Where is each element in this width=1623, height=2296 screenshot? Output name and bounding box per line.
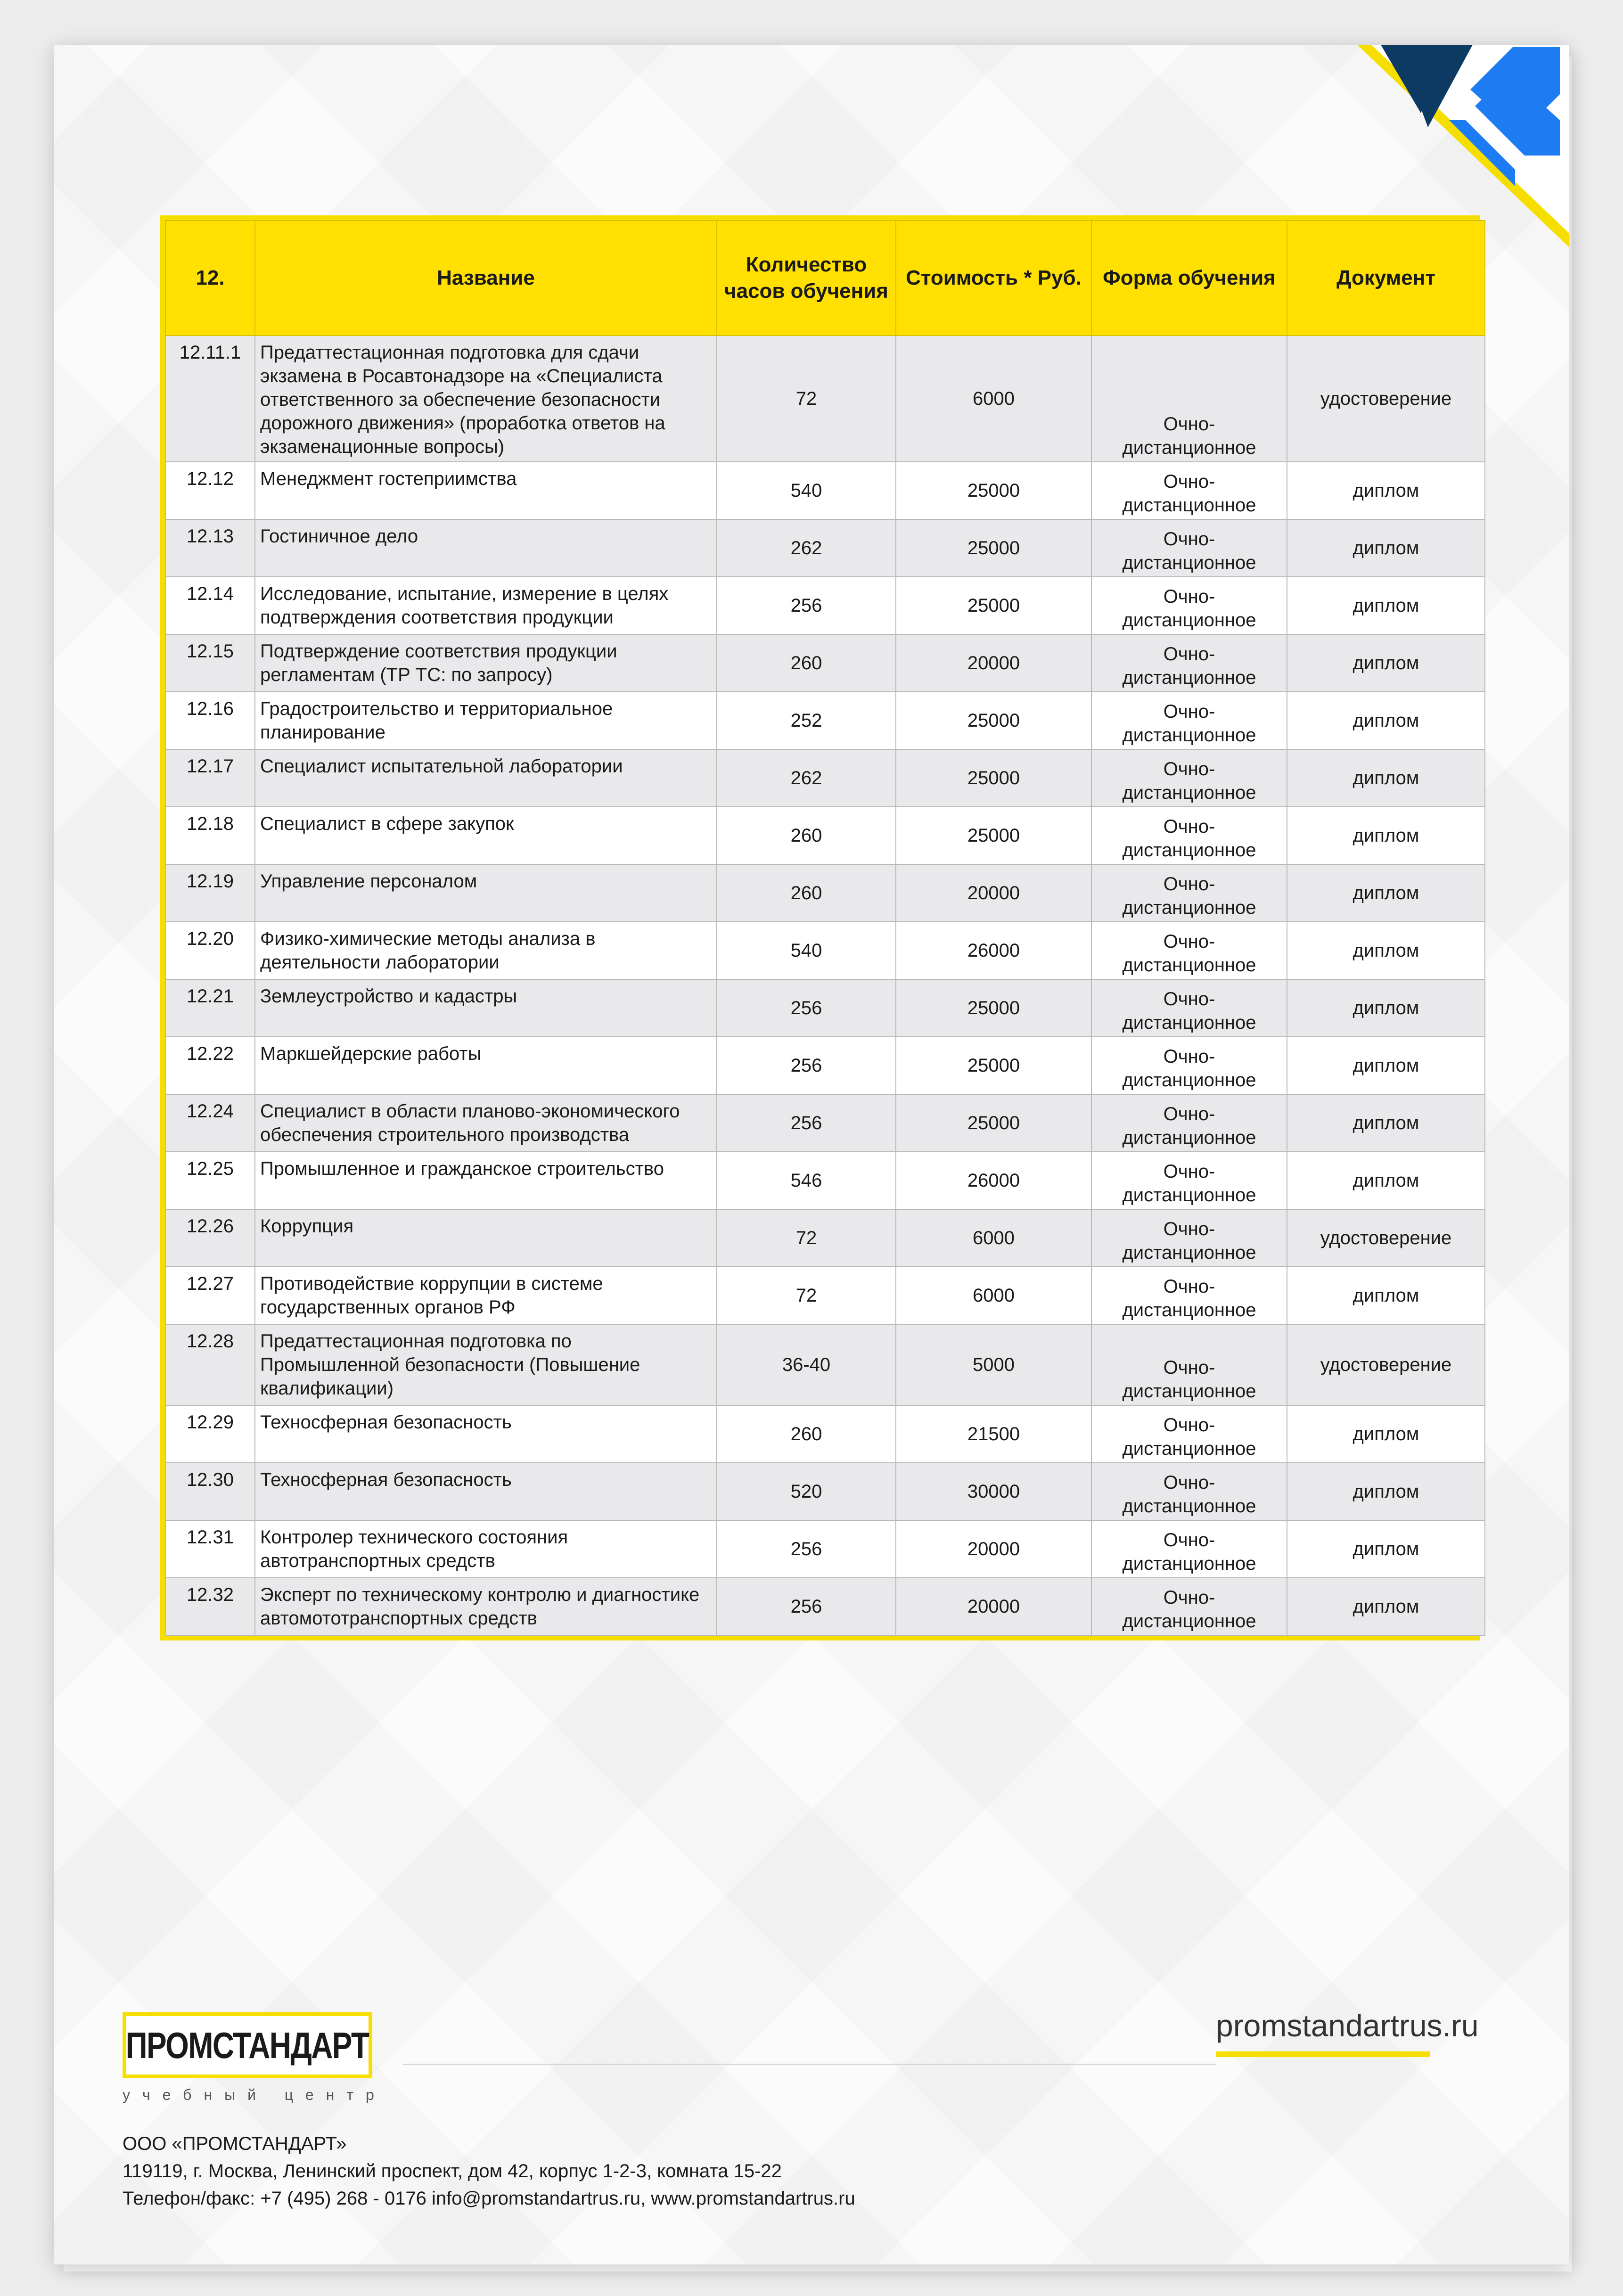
company-info [123, 2130, 855, 2212]
column-header: Название [255, 221, 717, 336]
study-form-cell: Очно-дистанционное [1091, 1037, 1287, 1094]
table-row [165, 634, 1485, 692]
table-row [165, 1578, 1485, 1635]
hours-cell: 260 [717, 807, 896, 864]
column-header: Количество часов обучения [717, 221, 896, 336]
table-row [165, 807, 1485, 864]
row-number: 12.28 [165, 1324, 255, 1405]
company-contacts: Телефон/факс: +7 (495) 268 - 0176 info@promstandartrus.ru, www.promstandartrus.ru [123, 2188, 855, 2209]
company-address: 119119, г. Москва, Ленинский проспект, дом 42, корпус 1-2-3, комната 15-22 [123, 2161, 782, 2181]
table-row [165, 1267, 1485, 1324]
table-row [165, 1094, 1485, 1152]
table-header-row [165, 221, 1485, 336]
study-form-cell: Очно-дистанционное [1091, 1520, 1287, 1578]
course-name: Предаттестационная подготовка по Промышленной безопасности (Повышение квалификации) [255, 1324, 717, 1405]
document-cell: диплом [1287, 577, 1485, 634]
table-row [165, 1324, 1485, 1405]
row-number: 12.12 [165, 462, 255, 519]
hours-cell: 256 [717, 1578, 896, 1635]
cost-cell: 26000 [896, 1152, 1091, 1209]
document-cell: диплом [1287, 1463, 1485, 1520]
course-name: Специалист в сфере закупок [255, 807, 717, 864]
row-number: 12.20 [165, 922, 255, 979]
study-form-cell: Очно-дистанционное [1091, 1324, 1287, 1405]
document-cell: диплом [1287, 634, 1485, 692]
course-name: Противодействие коррупции в системе государственных органов РФ [255, 1267, 717, 1324]
course-name: Специалист в области планово-экономического обеспечения строительного производства [255, 1094, 717, 1152]
table-row [165, 1209, 1485, 1267]
table-row [165, 979, 1485, 1037]
row-number: 12.27 [165, 1267, 255, 1324]
table-row [165, 1520, 1485, 1578]
table-row [165, 1405, 1485, 1463]
hours-cell: 260 [717, 864, 896, 922]
course-name: Градостроительство и территориальное планирование [255, 692, 717, 749]
cost-cell: 25000 [896, 1037, 1091, 1094]
course-name: Предаттестационная подготовка для сдачи экзамена в Росавтонадзоре на «Специалиста ответственного за обеспечение безопасности дорожного движения» (проработка ответов на экзаменационные вопросы) [255, 336, 717, 462]
cost-cell: 5000 [896, 1324, 1091, 1405]
course-name: Землеустройство и кадастры [255, 979, 717, 1037]
row-number: 12.19 [165, 864, 255, 922]
row-number: 12.21 [165, 979, 255, 1037]
document-cell: удостоверение [1287, 336, 1485, 462]
company-name: ООО «ПРОМСТАНДАРТ» [123, 2133, 347, 2154]
cost-cell: 6000 [896, 336, 1091, 462]
row-number: 12.31 [165, 1520, 255, 1578]
row-number: 12.14 [165, 577, 255, 634]
cost-cell: 25000 [896, 979, 1091, 1037]
study-form-cell: Очно-дистанционное [1091, 807, 1287, 864]
row-number: 12.25 [165, 1152, 255, 1209]
footer-divider [403, 2064, 1216, 2065]
course-name: Техносферная безопасность [255, 1405, 717, 1463]
document-cell: диплом [1287, 979, 1485, 1037]
cost-cell: 26000 [896, 922, 1091, 979]
document-cell: диплом [1287, 1520, 1485, 1578]
study-form-cell: Очно-дистанционное [1091, 1578, 1287, 1635]
table-row [165, 692, 1485, 749]
hours-cell: 252 [717, 692, 896, 749]
document-cell: диплом [1287, 807, 1485, 864]
document-cell: диплом [1287, 749, 1485, 807]
document-cell: удостоверение [1287, 1209, 1485, 1267]
document-cell: диплом [1287, 1037, 1485, 1094]
study-form-cell: Очно-дистанционное [1091, 577, 1287, 634]
course-name: Гостиничное дело [255, 519, 717, 577]
hours-cell: 540 [717, 462, 896, 519]
hours-cell: 256 [717, 1037, 896, 1094]
row-number: 12.16 [165, 692, 255, 749]
study-form-cell: Очно-дистанционное [1091, 519, 1287, 577]
row-number: 12.13 [165, 519, 255, 577]
document-cell: диплом [1287, 462, 1485, 519]
hours-cell: 540 [717, 922, 896, 979]
course-name: Коррупция [255, 1209, 717, 1267]
cost-cell: 25000 [896, 1094, 1091, 1152]
table-row [165, 922, 1485, 979]
row-number: 12.30 [165, 1463, 255, 1520]
hours-cell: 256 [717, 1520, 896, 1578]
cost-cell: 6000 [896, 1209, 1091, 1267]
document-cell: диплом [1287, 1267, 1485, 1324]
course-name: Промышленное и гражданское строительство [255, 1152, 717, 1209]
hours-cell: 546 [717, 1152, 896, 1209]
row-number: 12.22 [165, 1037, 255, 1094]
cost-cell: 6000 [896, 1267, 1091, 1324]
table-row [165, 749, 1485, 807]
hours-cell: 520 [717, 1463, 896, 1520]
hours-cell: 256 [717, 577, 896, 634]
row-number: 12.11.1 [165, 336, 255, 462]
document-page [54, 45, 1569, 2264]
website-link[interactable]: promstandartrus.ru [1216, 2008, 1479, 2043]
logo-subtitle: учебный центр [123, 2086, 386, 2103]
document-cell: диплом [1287, 922, 1485, 979]
table-row [165, 864, 1485, 922]
table-row [165, 577, 1485, 634]
course-name: Специалист испытательной лаборатории [255, 749, 717, 807]
row-number: 12.29 [165, 1405, 255, 1463]
course-name: Маркшейдерские работы [255, 1037, 717, 1094]
hours-cell: 256 [717, 979, 896, 1037]
cost-cell: 30000 [896, 1463, 1091, 1520]
row-number: 12.15 [165, 634, 255, 692]
study-form-cell: Очно-дистанционное [1091, 462, 1287, 519]
document-cell: диплом [1287, 864, 1485, 922]
hours-cell: 72 [717, 336, 896, 462]
table-row [165, 462, 1485, 519]
study-form-cell: Очно-дистанционное [1091, 979, 1287, 1037]
hours-cell: 262 [717, 749, 896, 807]
course-name: Физико-химические методы анализа в деятельности лаборатории [255, 922, 717, 979]
document-cell: диплом [1287, 692, 1485, 749]
cost-cell: 25000 [896, 519, 1091, 577]
hours-cell: 262 [717, 519, 896, 577]
course-name: Подтверждение соответствия продукции регламентам (ТР ТС: по запросу) [255, 634, 717, 692]
row-number: 12.32 [165, 1578, 255, 1635]
table-row [165, 1037, 1485, 1094]
cost-cell: 20000 [896, 864, 1091, 922]
cost-cell: 25000 [896, 749, 1091, 807]
document-cell: диплом [1287, 1094, 1485, 1152]
cost-cell: 20000 [896, 634, 1091, 692]
hours-cell: 72 [717, 1209, 896, 1267]
course-name: Эксперт по техническому контролю и диагностике автомототранспортных средств [255, 1578, 717, 1635]
cost-cell: 25000 [896, 807, 1091, 864]
study-form-cell: Очно-дистанционное [1091, 749, 1287, 807]
cost-cell: 25000 [896, 692, 1091, 749]
course-name: Контролер технического состояния автотранспортных средств [255, 1520, 717, 1578]
logo-text: ПРОМСТАНДАРТ [126, 2024, 369, 2066]
cost-cell: 20000 [896, 1578, 1091, 1635]
column-header: Стоимость * Руб. [896, 221, 1091, 336]
column-header: Документ [1287, 221, 1485, 336]
document-cell: диплом [1287, 1578, 1485, 1635]
table-body [165, 336, 1485, 1635]
hours-cell: 36-40 [717, 1324, 896, 1405]
hours-cell: 260 [717, 634, 896, 692]
row-number: 12.26 [165, 1209, 255, 1267]
document-cell: диплом [1287, 519, 1485, 577]
document-cell: диплом [1287, 1152, 1485, 1209]
hours-cell: 72 [717, 1267, 896, 1324]
table-row [165, 519, 1485, 577]
row-number: 12.24 [165, 1094, 255, 1152]
study-form-cell: Очно-дистанционное [1091, 864, 1287, 922]
course-name: Техносферная безопасность [255, 1463, 717, 1520]
document-cell: диплом [1287, 1405, 1485, 1463]
column-header: Форма обучения [1091, 221, 1287, 336]
cost-cell: 21500 [896, 1405, 1091, 1463]
price-table [160, 215, 1480, 1640]
study-form-cell: Очно-дистанционное [1091, 1094, 1287, 1152]
hours-cell: 260 [717, 1405, 896, 1463]
company-logo [123, 2012, 372, 2078]
column-header: 12. [165, 221, 255, 336]
table-row [165, 1463, 1485, 1520]
study-form-cell: Очно-дистанционное [1091, 922, 1287, 979]
study-form-cell: Очно-дистанционное [1091, 1209, 1287, 1267]
website-underline [1216, 2051, 1430, 2057]
study-form-cell: Очно-дистанционное [1091, 692, 1287, 749]
hours-cell: 256 [717, 1094, 896, 1152]
course-name: Менеджмент гостеприимства [255, 462, 717, 519]
row-number: 12.17 [165, 749, 255, 807]
cost-cell: 25000 [896, 462, 1091, 519]
table-row [165, 1152, 1485, 1209]
study-form-cell: Очно-дистанционное [1091, 1267, 1287, 1324]
study-form-cell: Очно-дистанционное [1091, 1463, 1287, 1520]
study-form-cell: Очно-дистанционное [1091, 634, 1287, 692]
cost-cell: 25000 [896, 577, 1091, 634]
row-number: 12.18 [165, 807, 255, 864]
study-form-cell: Очно-дистанционное [1091, 336, 1287, 462]
document-cell: удостоверение [1287, 1324, 1485, 1405]
table-row [165, 336, 1485, 462]
course-name: Управление персоналом [255, 864, 717, 922]
study-form-cell: Очно-дистанционное [1091, 1405, 1287, 1463]
course-name: Исследование, испытание, измерение в целях подтверждения соответствия продукции [255, 577, 717, 634]
study-form-cell: Очно-дистанционное [1091, 1152, 1287, 1209]
cost-cell: 20000 [896, 1520, 1091, 1578]
